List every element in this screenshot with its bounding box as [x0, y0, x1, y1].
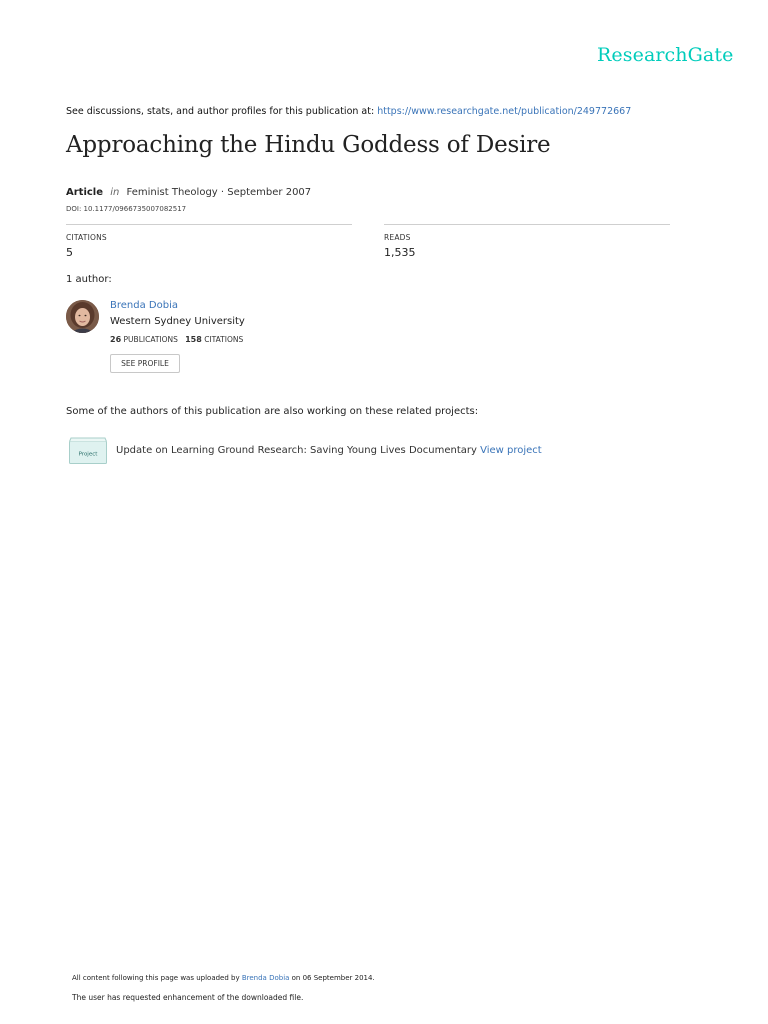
- publication-url-link[interactable]: https://www.researchgate.net/publication/249772667: [377, 106, 632, 117]
- view-project-link[interactable]: View project: [480, 445, 542, 456]
- author-publications-count: 26: [110, 335, 122, 344]
- publication-title: Approaching the Hindu Goddess of Desire: [66, 132, 551, 158]
- upload-suffix: on 06 September 2014.: [289, 974, 375, 982]
- author-publications-label: PUBLICATIONS: [123, 335, 178, 344]
- publication-doi: DOI: 10.1177/0966735007082517: [66, 205, 187, 213]
- stats-divider-left: [66, 224, 352, 225]
- discussion-prefix: See discussions, stats, and author profiles for this publication at:: [66, 106, 378, 117]
- project-icon: [69, 437, 107, 464]
- upload-note: [72, 974, 375, 982]
- publication-type: Article: [66, 187, 104, 198]
- authors-heading: 1 author:: [66, 274, 112, 285]
- upload-prefix: All content following this page was uploaded by: [72, 974, 242, 982]
- reads-label: READS: [384, 233, 411, 242]
- author-institution: Western Sydney University: [110, 316, 245, 327]
- reads-value: 1,535: [384, 246, 416, 259]
- author-stats: [110, 335, 243, 344]
- author-name-link[interactable]: Brenda Dobia: [110, 300, 178, 311]
- project-title: Update on Learning Ground Research: Saving Young Lives Documentary: [116, 445, 477, 456]
- uploader-link[interactable]: Brenda Dobia: [241, 974, 290, 982]
- researchgate-logo[interactable]: ResearchGate: [597, 44, 734, 66]
- project-icon-label: Project: [78, 451, 98, 458]
- project-item: [116, 445, 542, 456]
- in-label: in: [110, 187, 120, 198]
- see-profile-button[interactable]: SEE PROFILE: [110, 354, 180, 373]
- author-photo: [66, 300, 99, 333]
- discussion-line: [66, 106, 631, 117]
- publication-meta: [66, 187, 311, 198]
- author-citations-count: 158: [185, 335, 202, 344]
- author-citations-label: CITATIONS: [204, 335, 244, 344]
- avatar[interactable]: [66, 300, 99, 333]
- venue-date: Feminist Theology · September 2007: [126, 187, 312, 198]
- related-projects-heading: Some of the authors of this publication are also working on these related projects:: [66, 406, 479, 417]
- citations-value: 5: [66, 246, 73, 259]
- stats-divider-right: [384, 224, 670, 225]
- enhancement-note: The user has requested enhancement of the downloaded file.: [72, 993, 304, 1002]
- citations-label: CITATIONS: [66, 233, 107, 242]
